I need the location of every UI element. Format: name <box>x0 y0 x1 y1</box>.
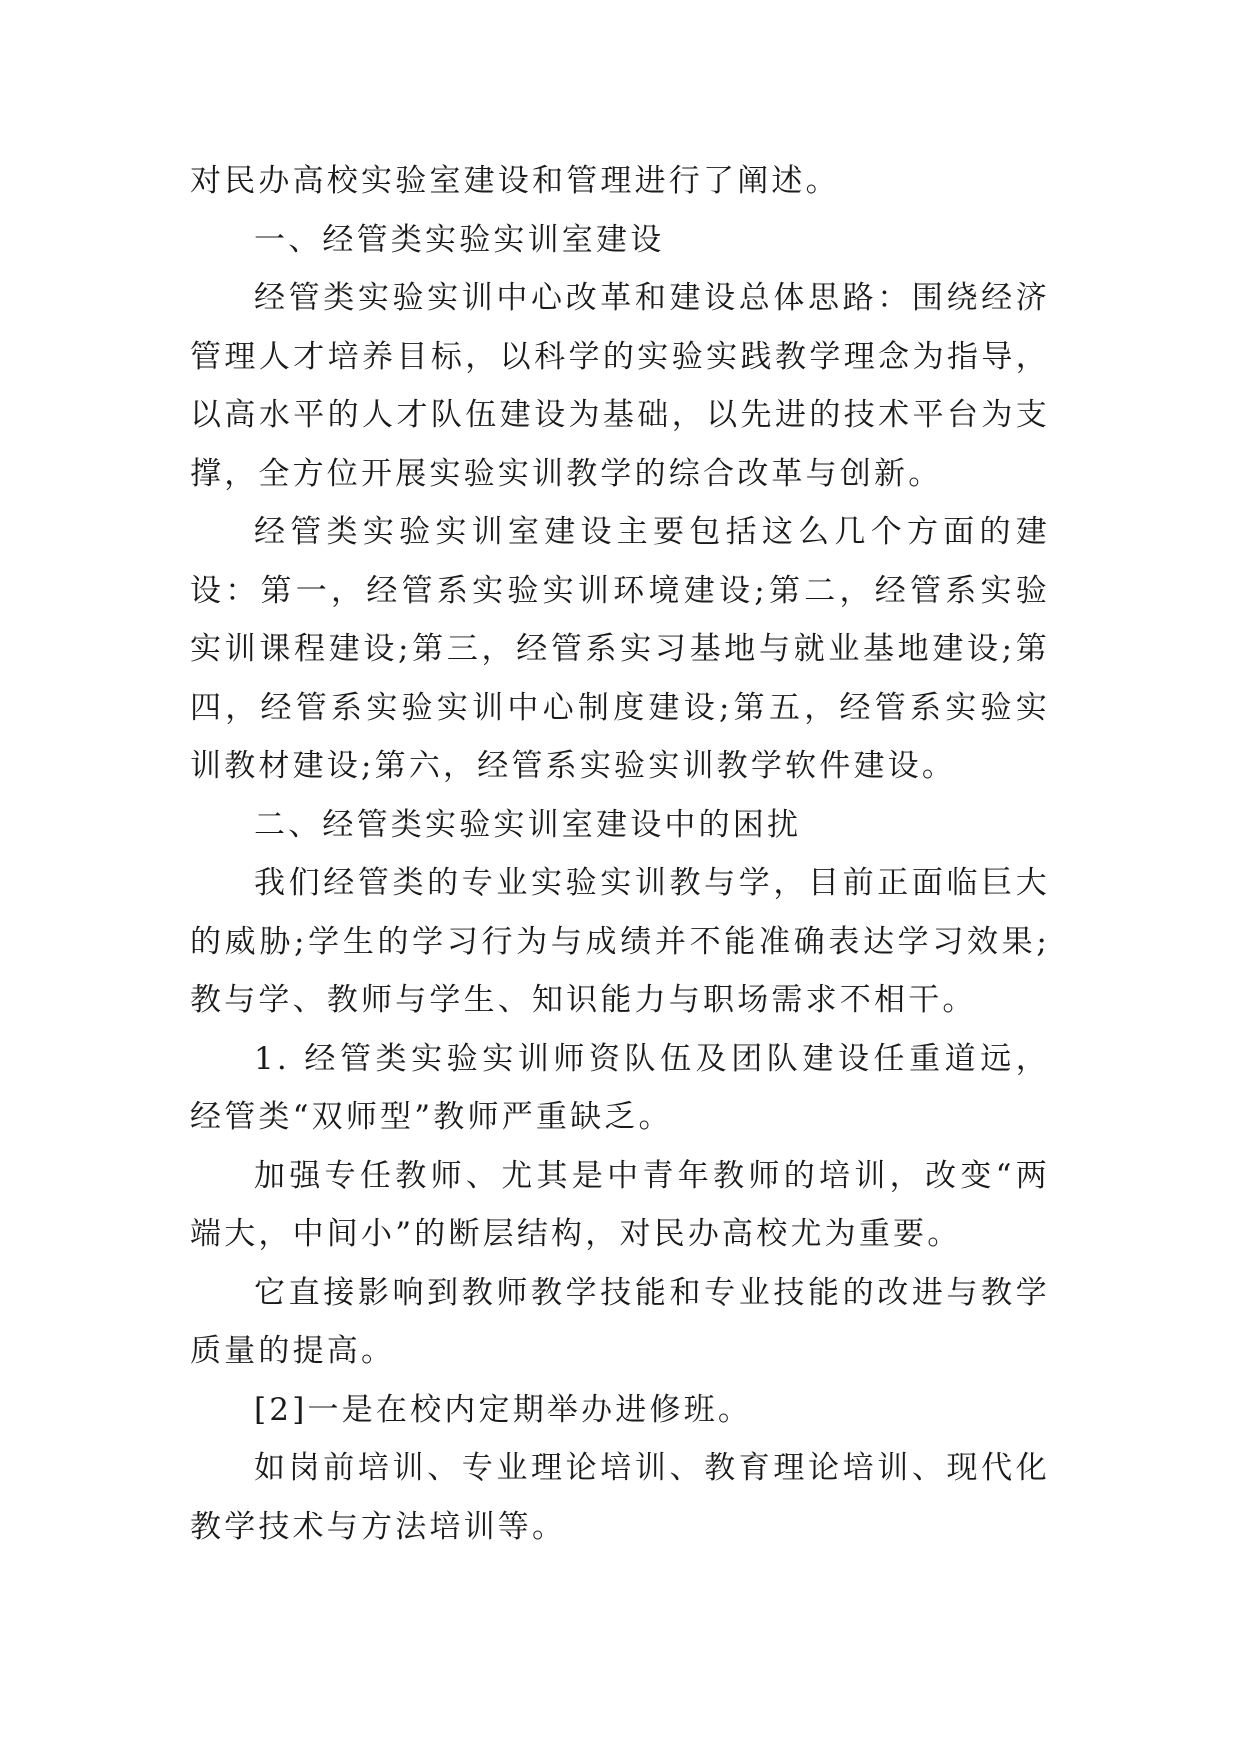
paragraph-overall-approach: 经管类实验实训中心改革和建设总体思路：围绕经济管理人才培养目标，以科学的实验实践教学理念为指导，以高水平的人才队伍建设为基础，以先进的技术平台为支撑，全方位开展实验实训教学的综合改革与创新。 <box>190 280 1050 492</box>
section-heading-2: 二、经管类实验实训室建设中的困扰 <box>254 806 802 843</box>
list-item-1: 1. 经管类实验实训师资队伍及团队建设任重道远，经管类“双师型”教师严重缺乏。 <box>190 1040 1050 1135</box>
paragraph-intro-end: 对民办高校实验室建设和管理进行了阐述。 <box>190 163 840 199</box>
paragraph-citation-training-class: [2]一是在校内定期举办进修班。 <box>254 1391 753 1428</box>
paragraph-training-examples: 如岗前培训、专业理论培训、教育理论培训、现代化教学技术与方法培训等。 <box>190 1450 1050 1545</box>
paragraph-impact: 它直接影响到教师教学技能和专业技能的改进与教学质量的提高。 <box>190 1274 1050 1369</box>
paragraph-construction-aspects: 经管类实验实训室建设主要包括这么几个方面的建设：第一，经管系实验实训环境建设;第二，经管系实验实训课程建设;第三，经管系实习基地与就业基地建设;第四，经管系实验实训中心制度建设;第五，经管系实验实训教材建设;第六，经管系实验实训教学软件建设。 <box>190 514 1050 784</box>
paragraph-teacher-training: 加强专任教师、尤其是中青年教师的培训，改变“两端大，中间小”的断层结构，对民办高校尤为重要。 <box>190 1157 1050 1252</box>
document-body <box>190 152 1050 1556</box>
section-heading-1: 一、经管类实验实训室建设 <box>254 221 665 258</box>
paragraph-threats: 我们经管类的专业实验实训教与学，目前正面临巨大的威胁;学生的学习行为与成绩并不能准确表达学习效果;教与学、教师与学生、知识能力与职场需求不相干。 <box>190 865 1050 1018</box>
